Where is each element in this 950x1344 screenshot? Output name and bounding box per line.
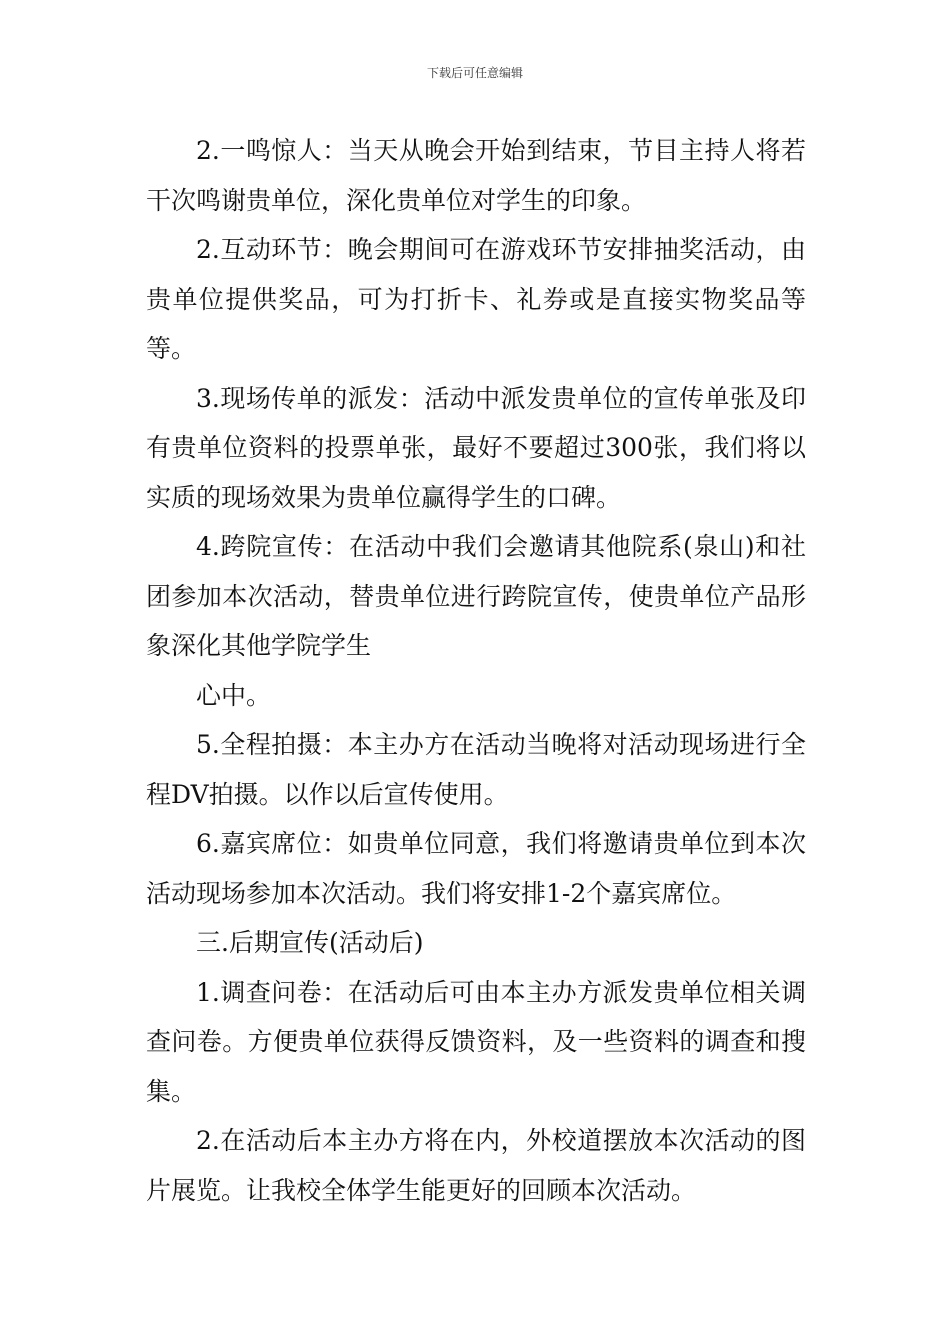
paragraph-item-5: 心中。: [196, 680, 272, 710]
paragraph-item-7: 6.嘉宾席位：如贵单位同意，我们将邀请贵单位到本次活动现场参加本次活动。我们将安排1-2个嘉宾席位。: [146, 829, 806, 908]
paragraph-item-9: 1.调查问卷：在活动后可由本主办方派发贵单位相关调查问卷。方便贵单位获得反馈资料，及一些资料的调查和搜集。: [146, 977, 806, 1106]
paragraph-item-1: 2.一鸣惊人：当天从晚会开始到结束，节目主持人将若干次鸣谢贵单位，深化贵单位对学生的印象。: [146, 136, 806, 215]
paragraph-item-6: 5.全程拍摄：本主办方在活动当晚将对活动现场进行全程DV拍摄。以作以后宣传使用。: [146, 730, 806, 809]
paragraph-item-4: 4.跨院宣传：在活动中我们会邀请其他院系(泉山)和社团参加本次活动，替贵单位进行跨院宣传，使贵单位产品形象深化其他学院学生: [146, 532, 806, 660]
paragraph-item-2: 2.互动环节：晚会期间可在游戏环节安排抽奖活动，由贵单位提供奖品，可为打折卡、礼券或是直接实物奖品等等。: [146, 235, 806, 363]
page-header: 下载后可任意编辑: [426, 66, 523, 80]
document-body: [146, 126, 806, 1215]
paragraph-item-10: 2.在活动后本主办方将在内，外校道摆放本次活动的图片展览。让我校全体学生能更好的回顾本次活动。: [146, 1126, 806, 1205]
paragraph-item-3: 3.现场传单的派发：活动中派发贵单位的宣传单张及印有贵单位资料的投票单张，最好不要超过300张，我们将以实质的现场效果为贵单位赢得学生的口碑。: [146, 383, 806, 512]
section-heading-post-event: 三.后期宣传(活动后): [196, 928, 424, 957]
